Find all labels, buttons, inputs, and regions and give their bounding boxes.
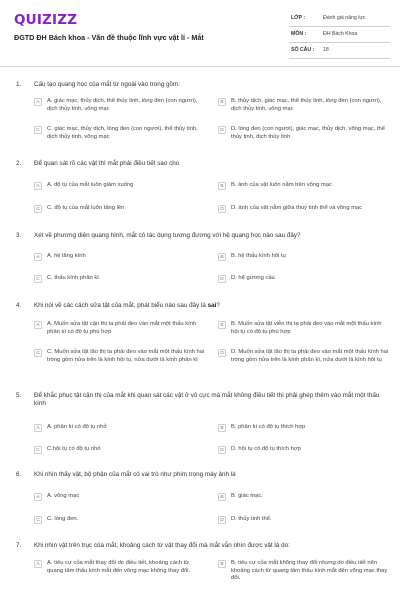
option-letter-badge: B <box>218 253 226 261</box>
question-text: Xét về phương diện quang hình, mắt có tác dụng tương đương với hệ quang học nào sau đây? <box>34 232 301 239</box>
option-letter-badge: C <box>34 516 42 524</box>
meta-value: ĐH Bách Khoa <box>323 26 390 42</box>
option-letter-badge: B <box>218 182 226 190</box>
option-text: A. Muốn sửa tật cận thị ta phải đeo vào mắt một thấu kính phân kì có độ tụ phù hợp <box>47 321 197 335</box>
option-letter-badge: A <box>34 493 42 501</box>
option-text: A. tiêu cự của mắt thay đổi do điều tiết, khoảng cách từ quang tâm thấu kính mắt đến võng mạc không thay đổi. <box>47 560 191 574</box>
option-text: A. giác mạc, thủy dịch, thể thủy tinh, lòng đen (con ngươi), dịch thủy tinh, võng mạc <box>47 98 198 112</box>
option-text: B. thủy dịch, giác mạc, thể thủy tinh, lòng đen (con ngươi), dịch thủy tinh, võng mạc <box>231 98 382 112</box>
meta-value: Đánh giá năng lực <box>323 10 390 26</box>
option-text: D. lòng đen (con ngươi), giác mạc, thủy dịch, võng mạc, thể thủy tinh, dịch thủy tinh <box>231 126 385 140</box>
option-text: C. độ tụ của mắt luôn tăng lên <box>47 205 125 211</box>
meta-key: MÔN : <box>289 26 323 42</box>
page-header <box>0 0 400 62</box>
option-text: A. phân kì có độ tụ nhỏ <box>47 424 107 430</box>
option-letter-badge: C <box>34 205 42 213</box>
question-text: Để quan sát rõ các vật thì mắt phải điều tiết sao cho <box>34 160 180 167</box>
option-letter-badge: A <box>34 98 42 106</box>
option-text: C. thấu kính phân kì <box>47 275 99 281</box>
option-text: B. hệ thấu kính hội tụ <box>231 253 286 259</box>
option-letter-badge: D <box>218 446 226 454</box>
option-letter-badge: D <box>218 516 226 524</box>
option-text: D. hội tụ có độ tụ thích hợp <box>231 446 301 452</box>
option-text: B. phân kì có độ tụ thích hợp <box>231 424 306 430</box>
question-number: 5. <box>16 392 22 399</box>
meta-value: 18 <box>323 42 390 58</box>
option-text: D. thủy tinh thể. <box>231 516 272 522</box>
option-text: C.hội tụ có độ tụ nhỏ <box>47 446 101 452</box>
option-text: C. Muốn sửa tật lão thị ta phải đeo vào mắt một thấu kính hai tròng gồm nửa trên là kính hội tụ, nửa dưới là kính phân kì <box>47 349 205 363</box>
quiz-meta-table <box>289 10 390 59</box>
meta-key: LỚP : <box>289 10 323 26</box>
option-text: B. giác mạc. <box>231 493 263 499</box>
question-text: Cấu tạo quang học của mắt từ ngoài vào trong gồm: <box>34 81 180 88</box>
option-letter-badge: A <box>34 321 42 329</box>
option-letter-badge: D <box>218 126 226 134</box>
option-letter-badge: B <box>218 424 226 432</box>
option-text: C. giác mạc, thủy dịch, lòng đen (con ngươi), thể thủy tinh, dịch thủy tinh, võng mạc <box>47 126 198 140</box>
option-text: D. hệ gương cầu <box>231 275 275 281</box>
option-letter-badge: C <box>34 446 42 454</box>
question-number: 7. <box>16 542 22 549</box>
option-letter-badge: C <box>34 126 42 134</box>
option-text: B. Muốn sửa tật viễn thị ta phải đeo vào mắt một thấu kính hội tụ có độ tụ phù hợp <box>231 321 382 335</box>
option-letter-badge: D <box>218 205 226 213</box>
meta-row-class <box>289 10 390 26</box>
option-text: C. lòng đen. <box>47 516 79 522</box>
option-letter-badge: A <box>34 424 42 432</box>
option-letter-badge: A <box>34 182 42 190</box>
option-text: A. võng mạc <box>47 493 80 499</box>
meta-row-count <box>289 42 390 58</box>
question-number: 4. <box>16 302 22 309</box>
meta-row-subject <box>289 26 390 42</box>
option-text: B. ảnh của vật luôn nằm trên võng mạc <box>231 182 332 188</box>
option-text: B. tiêu cự của mắt không thay đổi nhưng do điều tiết nên khoảng cách từ quang tâm thấu kính mắt đến võng mạc thay đổi. <box>231 560 388 582</box>
option-letter-badge: A <box>34 253 42 261</box>
question-text: Để khắc phục tật cận thị của mắt khi quan sát các vật ở vô cực mà mắt không điều tiết thì phải ghép thêm vào mắt một thấu kính <box>34 392 380 408</box>
option-text: A. hệ lăng kính <box>47 253 86 259</box>
option-text: D. Muốn sửa tật lão thị ta phải đeo vào mắt một thấu kính hai tròng gồm nửa trên là kính phân kì, nửa dưới là kính hội tụ <box>231 349 389 363</box>
option-text: A. độ tụ của mắt luôn giảm xuống <box>47 182 134 188</box>
option-letter-badge: D <box>218 275 226 283</box>
meta-key: SỐ CÂU : <box>289 42 323 58</box>
question-text: Khi nhìn vật trên trục của mắt, khoảng cách từ vật thay đổi mà mắt vẫn nhìn được vật là do: <box>34 542 290 549</box>
question-text: Khi nói về các cách sửa tật của mắt, phát biểu nào sau đây là sai? <box>34 302 220 309</box>
option-letter-badge: B <box>218 560 226 568</box>
question-number: 3. <box>16 232 22 239</box>
quizizz-logo: QUIZIZZ <box>14 12 78 28</box>
option-text: D. ảnh của vật nằm giữa thuỷ tinh thể và võng mạc <box>231 205 363 211</box>
option-letter-badge: C <box>34 349 42 357</box>
option-letter-badge: A <box>34 560 42 568</box>
option-letter-badge: B <box>218 321 226 329</box>
question-number: 1. <box>16 81 22 88</box>
option-letter-badge: B <box>218 98 226 106</box>
document-title: ĐGTD ĐH Bách khoa - Vấn đề thuộc lĩnh vực vật lí - Mắt <box>14 33 204 42</box>
question-number: 6. <box>16 471 22 478</box>
option-letter-badge: C <box>34 275 42 283</box>
header-divider <box>0 66 400 67</box>
question-number: 2. <box>16 160 22 167</box>
option-letter-badge: B <box>218 493 226 501</box>
question-text: Khi nhìn thấy vật, bộ phận của mắt có vai trò như phim trong máy ảnh là <box>34 471 236 478</box>
option-letter-badge: D <box>218 349 226 357</box>
